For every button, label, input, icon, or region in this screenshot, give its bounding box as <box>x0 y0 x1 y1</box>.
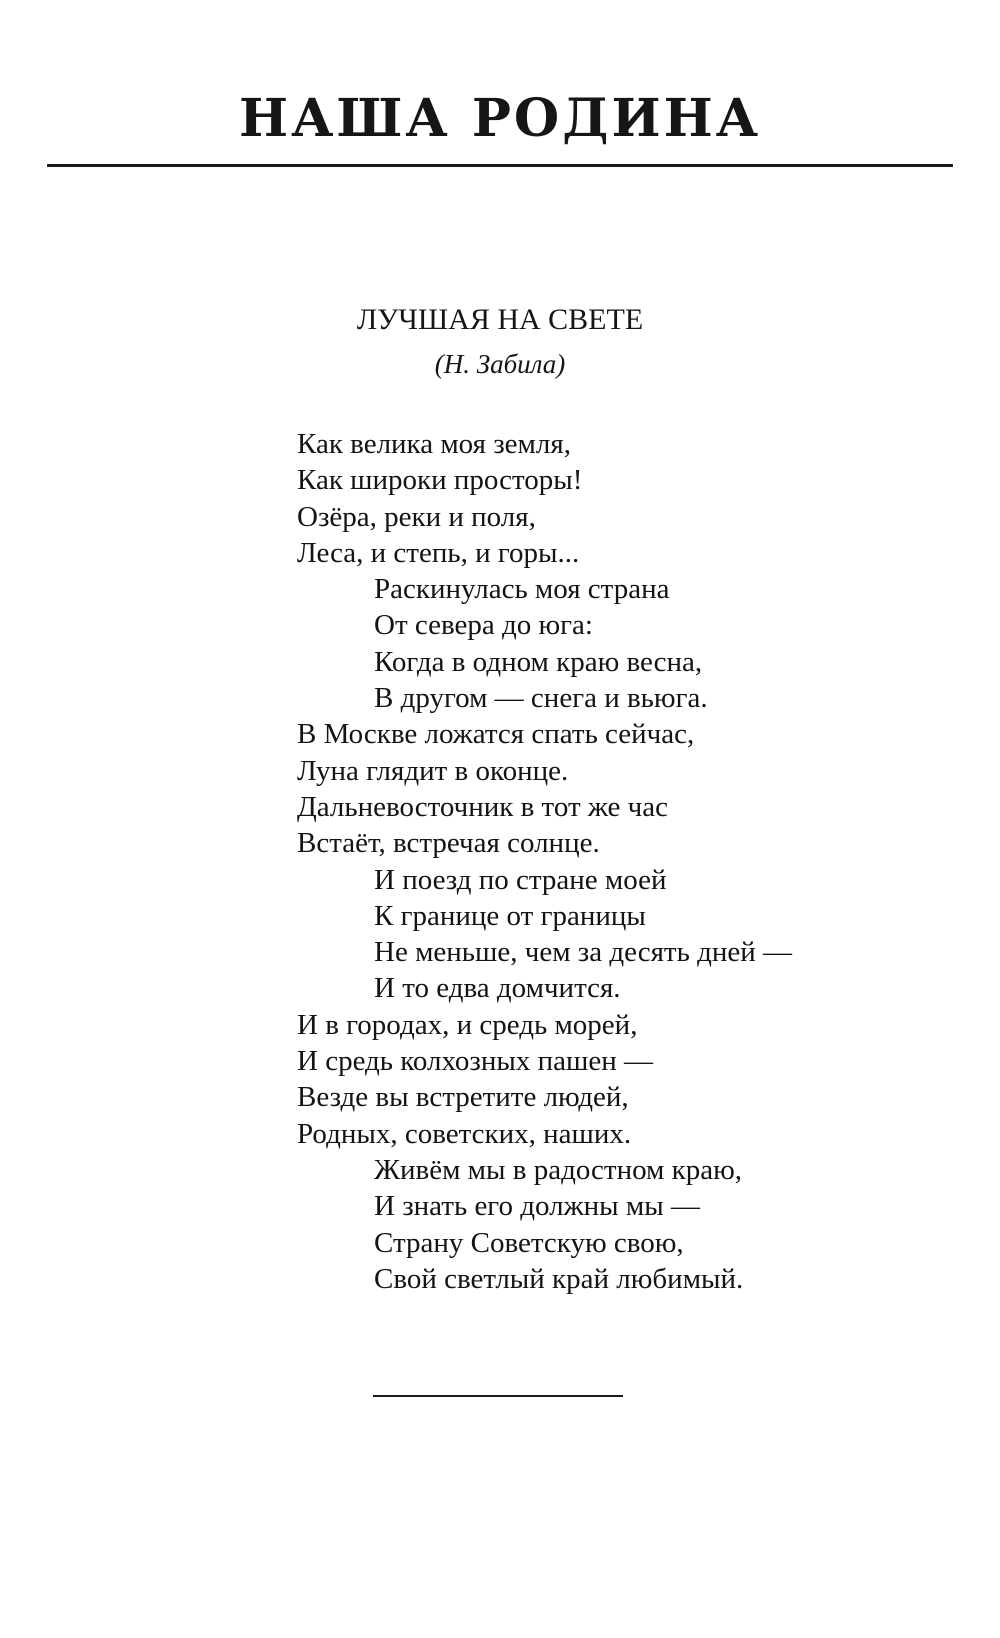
poem-title: ЛУЧШАЯ НА СВЕТЕ <box>356 303 644 336</box>
verse-line: Живём мы в радостном краю, <box>374 1153 743 1186</box>
verse-line: Раскинулась моя страна <box>374 573 670 606</box>
section-title: НАША РОДИНА <box>238 88 762 149</box>
verse-line: В Москве ложатся спать сейчас, <box>297 718 695 751</box>
verse-line: От севера до юга: <box>374 609 593 642</box>
verse-line: Встаёт, встречая солнце. <box>297 827 600 860</box>
verse-line: Везде вы встретите людей, <box>297 1081 629 1114</box>
verse-line: К границе от границы <box>374 899 646 932</box>
verse-line: И поезд по стране моей <box>374 863 667 896</box>
verse-line: Свой светлый край любимый. <box>374 1262 744 1295</box>
verse-line: Когда в одном краю весна, <box>374 645 703 678</box>
poem-body <box>297 426 957 1297</box>
verse-line: И знать его должны мы — <box>374 1190 700 1223</box>
verse-line: Как велика моя земля, <box>297 428 571 460</box>
verse-line: Страну Советскую свою, <box>374 1226 684 1259</box>
poem-author: (Н. Забила) <box>434 349 566 379</box>
verse-line: И в городах, и средь морей, <box>297 1008 638 1041</box>
end-divider <box>373 1395 623 1397</box>
verse-line: Как широки просторы! <box>297 464 583 497</box>
verse-line: Родных, советских, наших. <box>297 1117 632 1150</box>
verse-line: Не меньше, чем за десять дней — <box>374 936 792 969</box>
verse-line: И средь колхозных пашен — <box>297 1045 653 1078</box>
verse-line: Луна глядит в оконце. <box>297 754 569 787</box>
verse-line: Озёра, реки и поля, <box>297 500 536 533</box>
verse-line: И то едва домчится. <box>374 972 621 1005</box>
verse-line: Леса, и степь, и горы... <box>297 536 580 569</box>
title-divider <box>47 164 953 167</box>
verse-line: В другом — снега и вьюга. <box>374 682 708 715</box>
verse-line: Дальневосточник в тот же час <box>297 790 668 823</box>
